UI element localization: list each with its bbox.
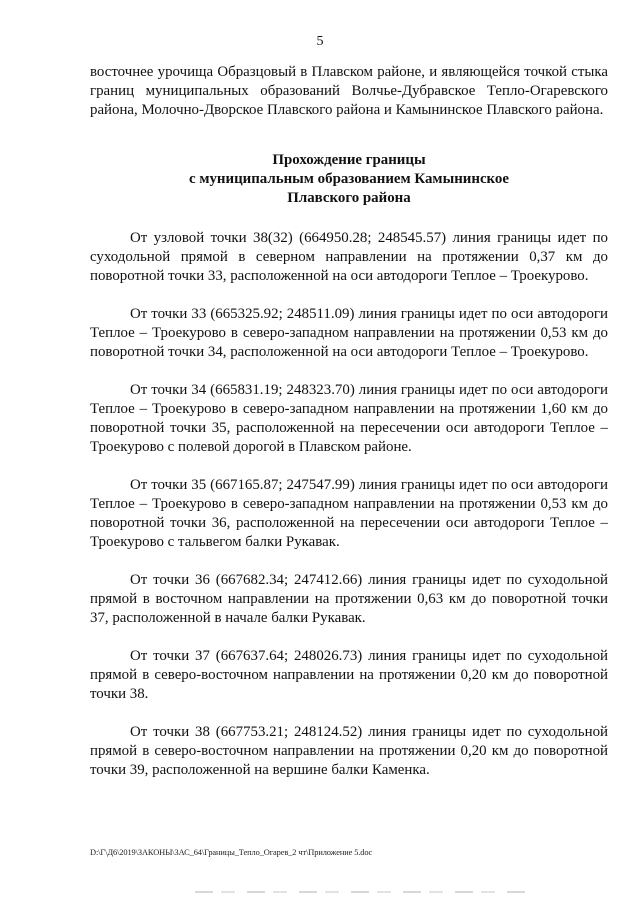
paragraph-point-33: От точки 33 (665325.92; 248511.09) линия границы идет по оси автодороги Теплое – Троекурово в северо-западном направлении на протяжении 0,53 км до поворотной точки 34, расположенной на оси автодороги Теплое – Троекурово. bbox=[90, 306, 608, 360]
paragraph-gap bbox=[90, 704, 608, 723]
paragraph-point-37: От точки 37 (667637.64; 248026.73) линия границы идет по суходольной прямой в северо-восточном направлении на протяжении 0,20 км до поворотной точки 38. bbox=[90, 648, 608, 702]
heading-line-1: Прохождение границы bbox=[272, 152, 426, 168]
heading-line-2: с муниципальным образованием Камынинское bbox=[188, 171, 509, 187]
section-heading bbox=[90, 151, 608, 208]
intro-paragraph: восточнее урочища Образцовый в Плавском районе, и являющейся точкой стыка границ муниципальных образований Волчье-Дубравское Тепло-Огаревского района, Молочно-Дворское Плавского района и Камынинское Плавского района. bbox=[90, 64, 608, 118]
paragraph-gap bbox=[90, 457, 608, 476]
paragraph-point-34: От точки 34 (665831.19; 248323.70) линия границы идет по оси автодороги Теплое – Троекурово в северо-западном направлении на протяжении 1,60 км до поворотной точки 35, расположенной на пересечении оси автодороги Теплое – Троекурово с полевой дорогой в Плавском районе. bbox=[90, 382, 608, 455]
page-number: 5 bbox=[316, 34, 324, 49]
paragraph-point-35: От точки 35 (667165.87; 247547.99) линия границы идет по оси автодороги Теплое – Троекурово в северо-западном направлении на протяжении 0,53 км до поворотной точки 36, расположенной на пересечении оси автодороги Теплое – Троекурово с тальвегом балки Рукавак. bbox=[90, 477, 608, 550]
footer-file-path: D:\Г\Д6\2019\ЗАКОНЫ\ЗАС_64\Границы_Тепло_Огарев_2 чт\Приложение 5.doc bbox=[90, 848, 373, 857]
paragraph-point-36: От точки 36 (667682.34; 247412.66) линия границы идет по суходольной прямой в восточном направлении на протяжении 0,63 км до поворотной точки 37, расположенной в начале балки Рукавак. bbox=[90, 572, 608, 626]
paragraph-point-38: От точки 38 (667753.21; 248124.52) линия границы идет по суходольной прямой в северо-восточном направлении на протяжении 0,20 км до поворотной точки 39, расположенной на вершине балки Каменка. bbox=[90, 724, 608, 778]
paragraph-gap bbox=[90, 552, 608, 571]
paragraph-point-38-32: От узловой точки 38(32) (664950.28; 248545.57) линия границы идет по суходольной прямой в северном направлении на протяжении 0,37 км до поворотной точки 33, расположенной на оси автодороги Теплое – Троекурово. bbox=[90, 230, 608, 284]
paragraph-gap bbox=[90, 286, 608, 305]
heading-line-3: Плавского района bbox=[287, 190, 411, 206]
document-body bbox=[90, 63, 608, 780]
paragraph-gap bbox=[90, 628, 608, 647]
scan-artifact-line bbox=[195, 891, 525, 893]
paragraph-gap bbox=[90, 362, 608, 381]
